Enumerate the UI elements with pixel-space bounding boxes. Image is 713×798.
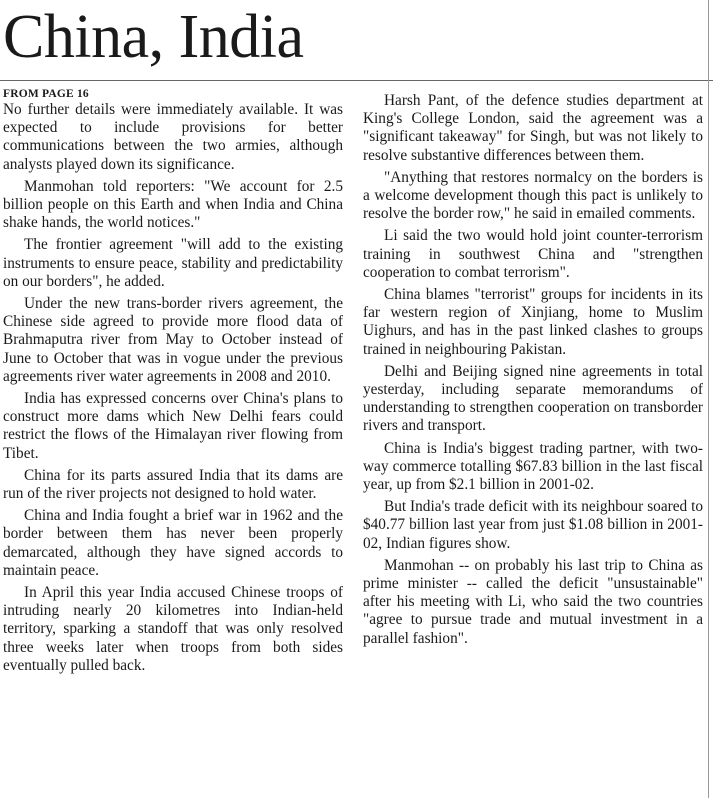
paragraph: The frontier agreement "will add to the existing instruments to ensure peace, stability and predictability on our borders", he added. — [3, 236, 343, 290]
paragraph: No further details were immediately available. It was expected to include provisions for better communications between the two armies, although analysts played down its significance. — [3, 101, 343, 173]
paragraph: Manmohan told reporters: "We account for 2.5 billion people on this Earth and when India and China shake hands, the world notices." — [3, 177, 343, 232]
column-edge-rule — [708, 0, 709, 798]
right-column — [363, 92, 703, 652]
paragraph: Delhi and Beijing signed nine agreements in total yesterday, including separate memorandums of understanding to strengthen cooperation on transborder rivers and transport. — [363, 362, 703, 435]
paragraph: China for its parts assured India that its dams are run of the river projects not designed to hold water. — [3, 466, 343, 503]
paragraph: Manmohan -- on probably his last trip to China as prime minister -- called the deficit "unsustainable" after his meeting with Li, who said the two countries "agree to pursue trade and mutual investment in a parallel fashion". — [363, 556, 703, 647]
paragraph: Under the new trans-border rivers agreement, the Chinese side agreed to provide more flood data of Brahmaputra river from May to October instead of June to October that was in vogue under the previous agreements river water agreements in 2008 and 2010. — [3, 295, 343, 385]
paragraph: China blames "terrorist" groups for incidents in its far western region of Xinjiang, home to Muslim Uighurs, and has in the past linked clashes to groups trained in neighbouring Pakistan. — [363, 286, 703, 358]
paragraph: But India's trade deficit with its neighbour soared to $40.77 billion last year from just $1.08 billion in 2001-02, Indian figures show. — [363, 498, 703, 552]
paragraph: India has expressed concerns over China's plans to construct more dams which New Delhi fears could restrict the flows of the Himalayan river flowing from Tibet. — [3, 390, 343, 462]
headline-rule — [0, 80, 713, 81]
left-column — [3, 87, 343, 679]
paragraph: Harsh Pant, of the defence studies department at King's College London, said the agreement was a "significant takeaway" for Singh, but was not likely to resolve substantive differences between them. — [363, 92, 703, 164]
paragraph: In April this year India accused Chinese troops of intruding nearly 20 kilometres into Indian-held territory, sparking a standoff that was only resolved three weeks later when troops from both sides eventually pulled back. — [3, 584, 343, 674]
paragraph: Li said the two would hold joint counter-terrorism training in southwest China and "strengthen cooperation to combat terrorism". — [363, 227, 703, 281]
headline: China, India — [3, 3, 304, 71]
paragraph: "Anything that restores normalcy on the borders is a welcome development though this pact is unlikely to resolve the border row," he said in emailed comments. — [363, 168, 703, 223]
paragraph: China and India fought a brief war in 1962 and the border between them has never been properly demarcated, although they have signed accords to maintain peace. — [3, 507, 343, 579]
paragraph: China is India's biggest trading partner, with two-way commerce totalling $67.83 billion in the last fiscal year, up from $2.1 billion in 2001-02. — [363, 439, 703, 494]
continued-from-kicker: FROM PAGE 16 — [3, 88, 89, 100]
